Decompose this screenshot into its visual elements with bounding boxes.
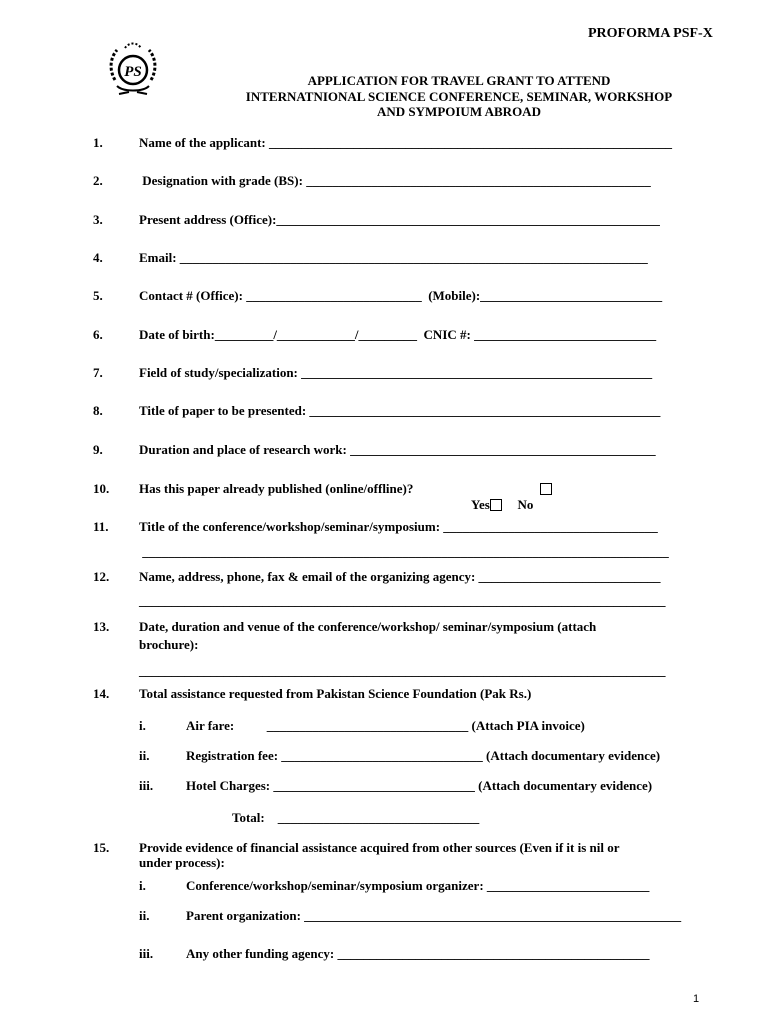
organizer-funding-field[interactable]: Conference/workshop/seminar/symposium organizer: _________________________ xyxy=(186,878,650,893)
published-question: Has this paper already published (online/offline)? xyxy=(139,481,414,496)
item-number: 10. xyxy=(93,481,110,496)
item-number: 5. xyxy=(93,288,103,303)
item-number: 13. xyxy=(93,619,110,634)
applicant-name-field[interactable]: Name of the applicant: ______________________________________________________________ xyxy=(139,135,672,150)
no-label: No xyxy=(517,497,534,512)
parent-organization-field[interactable]: Parent organization: __________________________________________________________ xyxy=(186,908,682,923)
paper-title-field[interactable]: Title of paper to be presented: ______________________________________________________ xyxy=(139,403,661,418)
field-of-study-field[interactable]: Field of study/specialization: ______________________________________________________ xyxy=(139,365,653,380)
email-field[interactable]: Email: ________________________________________________________________________ xyxy=(139,250,648,265)
sub-item-number: iii. xyxy=(139,778,154,793)
page-number: 1 xyxy=(693,993,700,1005)
psf-logo xyxy=(101,40,165,104)
yes-label: Yes xyxy=(471,497,490,512)
yes-option[interactable] xyxy=(465,481,502,513)
contact-field[interactable]: Contact # (Office): ___________________________ (Mobile):____________________________ xyxy=(139,288,663,303)
assistance-heading: Total assistance requested from Pakistan Science Foundation (Pak Rs.) xyxy=(139,686,532,701)
form-title-line1: APPLICATION FOR TRAVEL GRANT TO ATTEND xyxy=(307,73,611,88)
item-number: 7. xyxy=(93,365,103,380)
item-number: 6. xyxy=(93,327,103,342)
venue-label: Date, duration and venue of the conference/workshop/ seminar/symposium (attach xyxy=(139,619,597,634)
hotel-charges-field[interactable]: Hotel Charges: _______________________________ (Attach documentary evidence) xyxy=(186,778,653,793)
organizing-agency-field[interactable]: Name, address, phone, fax & email of the organizing agency: ____________________________ xyxy=(139,569,661,584)
research-duration-field[interactable]: Duration and place of research work: _______________________________________________ xyxy=(139,442,656,457)
no-checkbox[interactable] xyxy=(540,483,552,495)
yes-checkbox[interactable] xyxy=(490,499,502,511)
item-number: 8. xyxy=(93,403,103,418)
conference-title-continuation[interactable]: _________________________________________________________________________________ xyxy=(139,544,669,559)
other-funding-agency-field[interactable]: Any other funding agency: ________________________________________________ xyxy=(186,946,650,961)
designation-field[interactable]: Designation with grade (BS): _____________________________________________________ xyxy=(139,173,651,188)
proforma-label: PROFORMA PSF-X xyxy=(588,26,713,41)
form-title-line3: AND SYMPOIUM ABROAD xyxy=(377,104,541,119)
financial-evidence-heading: Provide evidence of financial assistance acquired from other sources (Even if it is nil or xyxy=(139,840,620,855)
financial-evidence-heading-line2: under process): xyxy=(139,855,225,870)
item-number: 11. xyxy=(93,519,109,534)
svg-text:PS: PS xyxy=(124,64,142,80)
item-number: 9. xyxy=(93,442,103,457)
form-title-line2: INTERNATNIONAL SCIENCE CONFERENCE, SEMINAR, WORKSHOP xyxy=(245,89,673,104)
total-field[interactable]: Total: _______________________________ xyxy=(232,810,480,825)
item-number: 14. xyxy=(93,686,110,701)
item-number: 12. xyxy=(93,569,110,584)
dob-cnic-field[interactable]: Date of birth:_________/____________/_________ CNIC #: ____________________________ xyxy=(139,327,657,342)
sub-item-number: iii. xyxy=(139,946,154,961)
sub-item-number: i. xyxy=(139,878,146,893)
organizing-agency-continuation[interactable]: _________________________________________________________________________________ xyxy=(139,593,666,608)
air-fare-field[interactable]: Air fare: _______________________________ (Attach PIA invoice) xyxy=(186,718,585,733)
conference-title-field[interactable]: Title of the conference/workshop/seminar/symposium: _________________________________ xyxy=(139,519,658,534)
sub-item-number: i. xyxy=(139,718,146,733)
office-address-field[interactable]: Present address (Office):___________________________________________________________ xyxy=(139,212,660,227)
item-number: 3. xyxy=(93,212,103,227)
sub-item-number: ii. xyxy=(139,908,150,923)
venue-label-line2: brochure): xyxy=(139,637,199,652)
sub-item-number: ii. xyxy=(139,748,150,763)
venue-field[interactable]: _________________________________________________________________________________ xyxy=(139,663,666,678)
item-number: 2. xyxy=(93,173,103,188)
item-number: 4. xyxy=(93,250,103,265)
no-option[interactable] xyxy=(511,481,533,513)
registration-fee-field[interactable]: Registration fee: _______________________________ (Attach documentary evidence) xyxy=(186,748,661,763)
item-number: 15. xyxy=(93,840,110,855)
item-number: 1. xyxy=(93,135,103,150)
